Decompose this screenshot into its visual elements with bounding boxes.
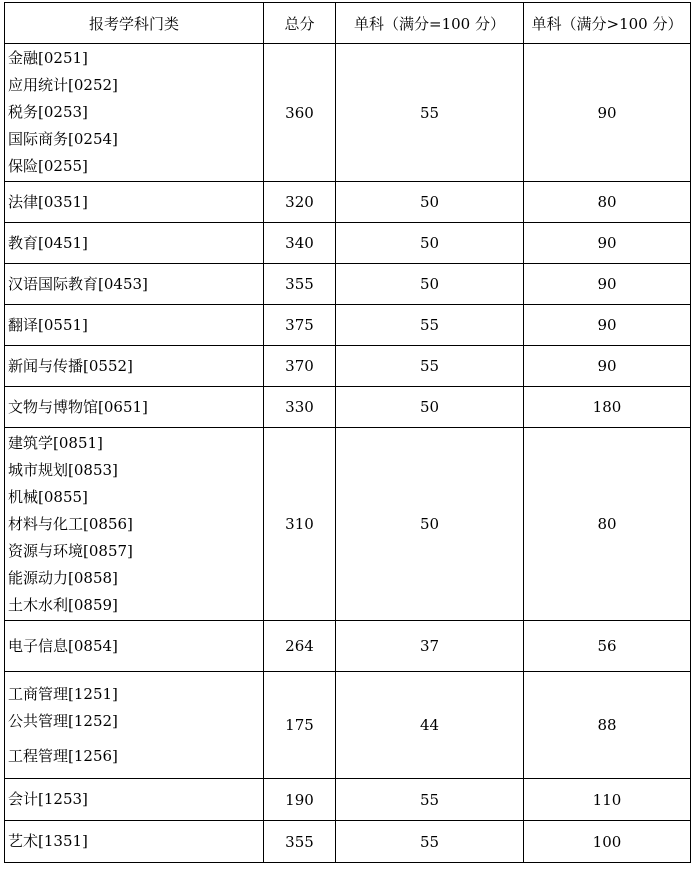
total-score: 355 <box>264 264 336 305</box>
single-over-100-score: 110 <box>524 779 691 821</box>
header-category: 报考学科门类 <box>5 3 264 44</box>
table-row <box>5 821 691 863</box>
subject-item: 能源动力[0858] <box>8 568 118 587</box>
subject-item: 文物与博物馆[0651] <box>8 397 148 416</box>
total-score: 360 <box>264 44 336 182</box>
subject-item: 新闻与传播[0552] <box>8 356 133 375</box>
subject-item: 电子信息[0854] <box>8 636 118 655</box>
subject-item: 应用统计[0252] <box>8 76 118 94</box>
subject-cell <box>5 821 264 863</box>
subject-cell <box>5 223 264 264</box>
single-over-100-score: 90 <box>524 223 691 264</box>
table-row <box>5 779 691 821</box>
table-row <box>5 672 691 779</box>
table-row <box>5 182 691 223</box>
single-over-100-score: 80 <box>524 182 691 223</box>
single-100-score: 55 <box>336 346 524 387</box>
subject-cell <box>5 621 264 672</box>
single-100-score: 55 <box>336 821 524 863</box>
subject-item: 艺术[1351] <box>8 832 88 850</box>
table-row <box>5 621 691 672</box>
line-gap <box>8 735 263 743</box>
single-over-100-score: 90 <box>524 264 691 305</box>
subject-cell <box>5 779 264 821</box>
single-100-score: 50 <box>336 428 524 621</box>
single-100-score: 55 <box>336 779 524 821</box>
single-over-100-score: 80 <box>524 428 691 621</box>
subject-item: 材料与化工[0856] <box>8 514 133 533</box>
subject-item: 会计[1253] <box>8 790 88 808</box>
subject-cell <box>5 346 264 387</box>
total-score: 320 <box>264 182 336 223</box>
subject-cell <box>5 264 264 305</box>
header-row <box>5 3 691 44</box>
subject-item: 国际商务[0254] <box>8 130 118 148</box>
subject-item: 汉语国际教育[0453] <box>8 274 148 293</box>
total-score: 375 <box>264 305 336 346</box>
total-score: 370 <box>264 346 336 387</box>
table-row <box>5 223 691 264</box>
table-row <box>5 44 691 182</box>
subject-item: 工程管理[1256] <box>8 746 118 765</box>
single-over-100-score: 180 <box>524 387 691 428</box>
single-over-100-score: 100 <box>524 821 691 863</box>
single-100-score: 37 <box>336 621 524 672</box>
subject-item: 建筑学[0851] <box>8 433 103 452</box>
total-score: 264 <box>264 621 336 672</box>
table-row <box>5 346 691 387</box>
subject-item: 法律[0351] <box>8 192 88 211</box>
single-100-score: 50 <box>336 264 524 305</box>
total-score: 190 <box>264 779 336 821</box>
total-score: 175 <box>264 672 336 779</box>
subject-item: 教育[0451] <box>8 233 88 252</box>
header-total: 总分 <box>264 3 336 44</box>
single-over-100-score: 56 <box>524 621 691 672</box>
single-100-score: 55 <box>336 44 524 182</box>
subject-cell <box>5 305 264 346</box>
single-over-100-score: 90 <box>524 346 691 387</box>
total-score: 355 <box>264 821 336 863</box>
subject-cell <box>5 182 264 223</box>
single-100-score: 50 <box>336 182 524 223</box>
header-single-100: 单科（满分=100 分） <box>336 3 524 44</box>
total-score: 340 <box>264 223 336 264</box>
subject-item: 机械[0855] <box>8 487 88 506</box>
subject-cell <box>5 428 264 621</box>
subject-item: 公共管理[1252] <box>8 711 118 730</box>
subject-cell <box>5 387 264 428</box>
single-100-score: 50 <box>336 387 524 428</box>
subject-item: 城市规划[0853] <box>8 460 118 479</box>
subject-item: 税务[0253] <box>8 103 88 121</box>
subject-item: 翻译[0551] <box>8 315 88 334</box>
total-score: 330 <box>264 387 336 428</box>
subject-item: 土木水利[0859] <box>8 595 118 614</box>
table-row <box>5 264 691 305</box>
single-100-score: 50 <box>336 223 524 264</box>
single-over-100-score: 90 <box>524 44 691 182</box>
score-table <box>4 2 691 863</box>
subject-cell <box>5 44 264 182</box>
subject-item: 保险[0255] <box>8 157 88 175</box>
single-over-100-score: 88 <box>524 672 691 779</box>
table-row <box>5 428 691 621</box>
table-row <box>5 305 691 346</box>
subject-item: 金融[0251] <box>8 49 88 67</box>
table-row <box>5 387 691 428</box>
subject-cell <box>5 672 264 779</box>
single-over-100-score: 90 <box>524 305 691 346</box>
single-100-score: 44 <box>336 672 524 779</box>
single-100-score: 55 <box>336 305 524 346</box>
header-single-over-100: 单科（满分>100 分） <box>524 3 691 44</box>
subject-item: 资源与环境[0857] <box>8 541 133 560</box>
total-score: 310 <box>264 428 336 621</box>
subject-item: 工商管理[1251] <box>8 684 118 703</box>
